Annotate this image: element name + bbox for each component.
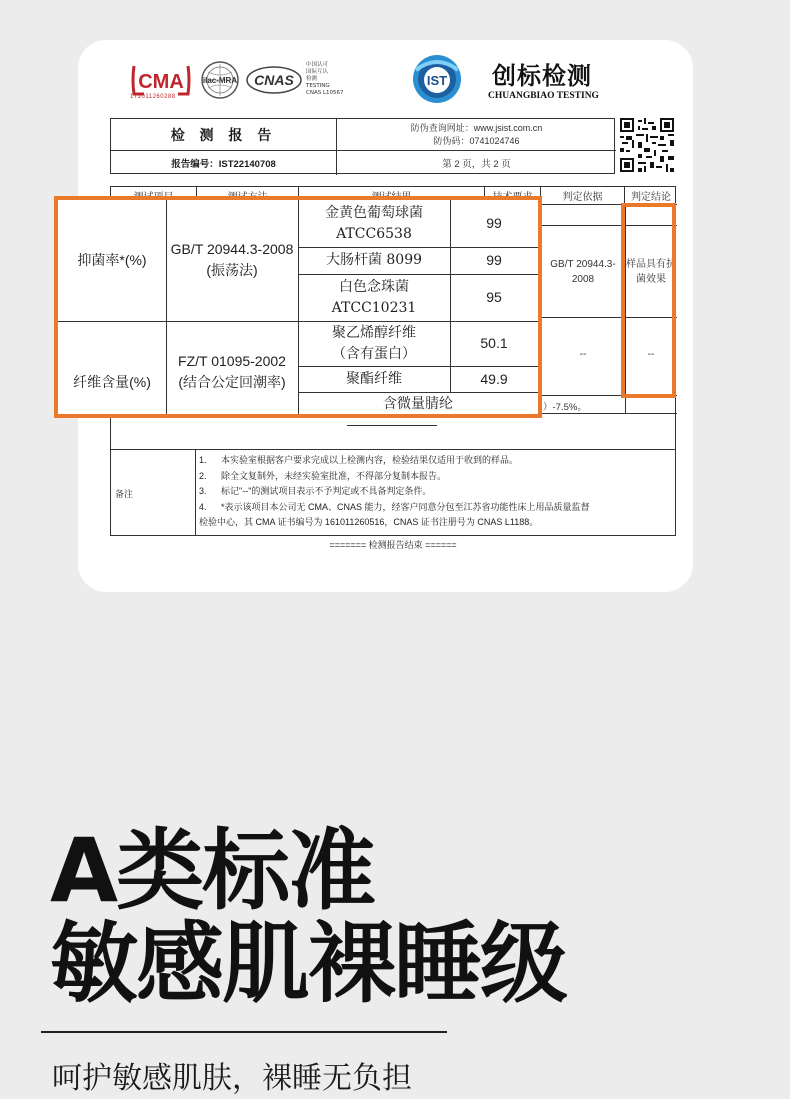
divider: [347, 425, 437, 426]
cma-text: CMA: [138, 71, 184, 93]
ilac-text: ilac-MRA: [202, 76, 238, 85]
remarks-label: 备注: [111, 450, 196, 536]
certification-logos: [130, 58, 690, 104]
report-title: 检 测 报 告: [111, 119, 337, 151]
cnas-caption: 中国认可 国际互认 检测 TESTING CNAS L10567: [306, 62, 344, 96]
tail-text: ）-7.5%。: [543, 402, 587, 413]
fiber-name: 聚酯纤维: [346, 370, 402, 387]
cma-logo: [130, 62, 192, 98]
list-item: 检验中心，其 CMA 证书编号为 161011260516，CNAS 证书注册号为 CNAS L1188。: [199, 517, 539, 527]
conclusion-fiber: --: [647, 349, 655, 360]
item-fiber-content: 纤维含量(%): [73, 373, 151, 390]
cnas-logo: [246, 66, 302, 94]
list-item: 1. 本实验室根据客户要求完成以上检测内容，检验结果仅适用于收到的样品。: [199, 455, 519, 465]
basis-fiber: --: [579, 349, 587, 360]
report-header-table: [110, 118, 615, 174]
highlighted-results-table: [54, 196, 542, 418]
brand-name-en: CHUANGBIAO TESTING: [488, 91, 599, 101]
method-antibacterial: GB/T 20944.3-2008 (振荡法): [170, 241, 294, 278]
ist-logo: [410, 52, 464, 106]
header-conclusion: 判定结论: [625, 187, 677, 205]
ilac-mra-logo: [200, 60, 240, 100]
remarks-section: [110, 450, 676, 536]
brand-name-cn: 创标检测: [492, 61, 592, 90]
bacteria-name: 白色念珠菌 ATCC10231: [331, 278, 417, 316]
header-basis: 判定依据: [541, 187, 625, 205]
divider: [41, 1031, 447, 1033]
bacteria-name: 大肠杆菌 8099: [325, 252, 423, 268]
bacteria-value: 95: [486, 289, 502, 305]
bacteria-value: 99: [486, 215, 502, 231]
headline-line-2: 敏感肌裸睡级: [50, 912, 567, 1015]
basis-antibacterial: GB/T 20944.3-2008: [550, 259, 616, 285]
report-end-marker: ======= 检测报告结束 ======: [329, 540, 457, 550]
list-item: 2. 除全文复制外，未经实验室批准，不得部分复制本报告。: [199, 470, 447, 481]
method-fiber: FZ/T 01095-2002 (结合公定回潮率): [178, 353, 286, 390]
verify-code: 防伪码：0741024746: [433, 136, 520, 146]
trace-fiber-note: 含微量腈纶: [383, 395, 453, 412]
report-number: 报告编号：IST22140708: [111, 151, 337, 175]
verify-url: 防伪查询网址：www.jsist.com.cn: [410, 123, 543, 133]
bacteria-name: 金黄色葡萄球菌 ATCC6538: [325, 204, 423, 242]
list-item: 4. *表示该项目本公司无 CMA、CNAS 能力，经客户同意分包至江苏省功能性床上用品质量监督: [199, 501, 590, 512]
bacteria-value: 99: [486, 252, 502, 268]
fiber-name: 聚乙烯醇纤维 （含有蛋白）: [332, 324, 416, 362]
cma-number: 171011260288: [130, 94, 176, 100]
ist-text: IST: [426, 73, 448, 88]
list-item: 3. 标记"--"的测试项目表示不予判定或不具备判定条件。: [199, 486, 432, 496]
subtitle: 呵护敏感肌肤，裸睡无负担: [52, 1061, 412, 1096]
qr-code-icon: [620, 118, 674, 172]
fiber-value: 50.1: [480, 335, 508, 351]
page-number: 第 2 页，共 2 页: [442, 159, 511, 170]
verification-info: [337, 119, 616, 151]
item-antibacterial-rate: 抑菌率*(%): [77, 252, 147, 268]
conclusion-highlight-box: [621, 203, 676, 398]
cnas-text: CNAS: [254, 72, 294, 88]
fiber-value: 49.9: [480, 370, 508, 387]
headline-line-1: A类标准: [50, 819, 375, 922]
conclusion-antibacterial: 样品具有抗菌效果: [626, 259, 676, 285]
remarks-list: [197, 453, 675, 531]
